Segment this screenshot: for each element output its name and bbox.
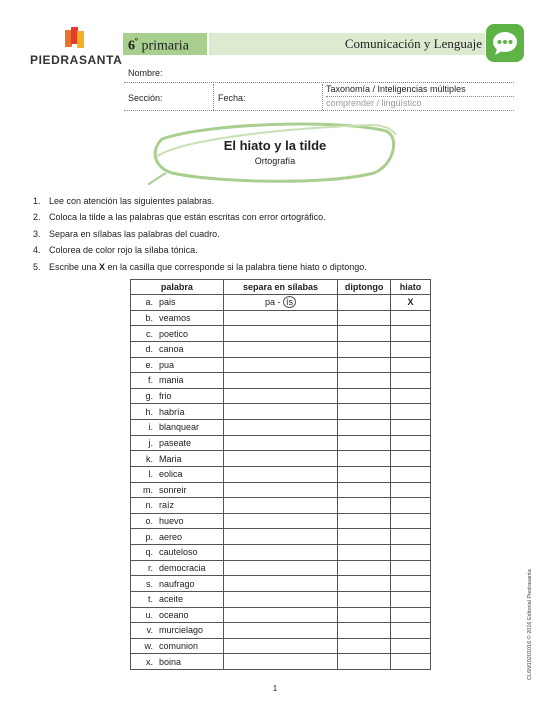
section-label: Sección: [128,93,163,103]
word-text: eolica [159,469,183,480]
diptongo-cell[interactable] [338,560,391,576]
word-text: murcielago [159,625,204,636]
chat-bubble-icon [486,24,524,62]
hiato-table [130,279,431,670]
column-header-hiato: hiato [391,280,431,295]
syllables-cell[interactable] [223,404,337,420]
syllables-cell[interactable] [223,591,337,607]
word-text: cauteloso [159,547,198,558]
word-cell [131,545,224,561]
word-cell [131,560,224,576]
example-syllable: pa - [264,297,281,308]
hiato-cell[interactable] [391,388,431,404]
word-text: naufrago [159,578,195,589]
hiato-cell[interactable] [391,591,431,607]
date-label: Fecha: [218,93,246,103]
word-text: habría [159,406,185,417]
piedrasanta-logo-icon [63,27,87,49]
table-row [131,341,431,357]
row-letter: e. [145,359,153,370]
diptongo-cell[interactable] [338,435,391,451]
word-cell [131,326,224,342]
word-cell [131,607,224,623]
word-cell [131,638,224,654]
hiato-cell[interactable] [391,295,431,311]
example-tonic-syllable: ís [283,296,296,308]
instruction-item: 3. Separa en sílabas las palabras del cuadro. [33,229,220,239]
word-text: comunion [159,641,199,652]
subject-title: Comunicación y Lenguaje [344,36,482,51]
word-cell [131,451,224,467]
table-row [131,545,431,561]
diptongo-cell[interactable] [338,295,391,311]
word-text: oceano [159,609,189,620]
row-letter: v. [146,625,153,636]
publisher-logo-text: PIEDRASANTA [30,53,123,67]
syllables-cell[interactable] [223,654,337,670]
word-text: pais [159,297,176,308]
row-letter: o. [145,516,153,527]
word-text: paseate [159,437,192,448]
row-letter: n. [145,500,153,511]
hiato-cell[interactable] [391,545,431,561]
copyright-code: CL6M10201016 © 2016 Editorial Piedrasanta [527,569,533,680]
table-row [131,560,431,576]
hiato-cell[interactable] [391,451,431,467]
table-row [131,607,431,623]
instruction-item: 4. Colorea de color rojo la sílaba tónica. [33,245,198,255]
table-row [131,388,431,404]
row-letter: c. [145,328,153,339]
title-banner-swoosh [148,121,398,185]
row-letter: w. [144,641,153,652]
table-row [131,435,431,451]
diptongo-cell[interactable] [338,310,391,326]
syllables-cell[interactable] [223,529,337,545]
diptongo-cell[interactable] [338,513,391,529]
taxonomy-value: comprender / lingüístico [326,98,422,108]
diptongo-cell[interactable] [338,623,391,639]
word-text: blanquear [159,422,200,433]
instruction-item: 1. Lee con atención las siguientes palabras. [33,196,215,206]
row-letter: p. [145,531,153,542]
row-letter: m. [143,484,153,495]
table-row [131,638,431,654]
row-letter: t. [147,594,153,605]
diptongo-cell[interactable] [338,420,391,436]
name-label: Nombre: [128,68,163,78]
syllables-cell[interactable] [223,373,337,389]
field-separator [322,84,323,110]
row-letter: d. [145,344,153,355]
row-letter: x. [145,656,153,667]
table-row [131,310,431,326]
word-cell [131,529,224,545]
diptongo-cell[interactable] [338,576,391,592]
word-text: aceite [159,594,184,605]
hiato-cell[interactable] [391,498,431,514]
diptongo-cell[interactable] [338,326,391,342]
table-row [131,591,431,607]
word-cell [131,576,224,592]
table-row [131,623,431,639]
syllables-cell[interactable] [223,451,337,467]
hiato-cell[interactable] [391,466,431,482]
table-header-row [131,280,431,295]
word-cell [131,591,224,607]
word-cell [131,357,224,373]
table-row [131,451,431,467]
word-cell [131,498,224,514]
row-letter: q. [145,547,153,558]
table-row [131,482,431,498]
table-row [131,326,431,342]
hiato-cell[interactable] [391,373,431,389]
table-row [131,513,431,529]
hiato-cell[interactable] [391,529,431,545]
field-separator [213,84,214,110]
row-letter: f. [147,375,153,386]
table-row [131,529,431,545]
word-cell [131,466,224,482]
syllables-cell[interactable] [223,607,337,623]
hiato-cell[interactable] [391,420,431,436]
column-header-syllables: separa en sílabas [223,280,337,295]
table-row [131,295,431,311]
hiato-cell[interactable] [391,310,431,326]
page-number: 1 [272,684,278,693]
row-letter: h. [145,406,153,417]
worksheet-subtitle: Ortografía [254,156,296,166]
word-text: boina [159,656,182,667]
table-row [131,373,431,389]
row-letter: a. [145,297,153,308]
table-row [131,654,431,670]
row-letter: g. [145,391,153,402]
hiato-cell[interactable] [391,607,431,623]
word-text: Maria [159,453,182,464]
word-cell [131,623,224,639]
row-letter: i. [148,422,153,433]
diptongo-cell[interactable] [338,451,391,467]
diptongo-cell[interactable] [338,545,391,561]
word-cell [131,435,224,451]
hiato-cell[interactable] [391,435,431,451]
instruction-item: 5. Escribe una X en la casilla que corresponde si la palabra tiene hiato o diptongo. [33,262,367,272]
worksheet-title: El hiato y la tilde [223,138,327,153]
diptongo-cell[interactable] [338,591,391,607]
word-text: aereo [159,531,183,542]
word-text: democracia [159,562,206,573]
syllables-cell[interactable] [223,435,337,451]
word-cell [131,482,224,498]
word-text: raíz [159,500,175,511]
diptongo-cell[interactable] [338,373,391,389]
hiato-cell[interactable] [391,341,431,357]
hiato-cell[interactable] [391,357,431,373]
column-header-diptongo: diptongo [338,280,391,295]
taxonomy-line [326,96,514,97]
word-text: huevo [159,516,184,527]
taxonomy-label: Taxonomía / Inteligencias múltiples [326,84,466,94]
syllables-cell[interactable] [223,513,337,529]
word-text: canoa [159,344,184,355]
grade-label: $6^º$ primaria [128,36,189,54]
word-cell [131,513,224,529]
diptongo-cell[interactable] [338,341,391,357]
word-text: poetico [159,328,189,339]
hiato-cell[interactable] [391,326,431,342]
row-letter: j. [148,437,153,448]
row-letter: u. [145,609,153,620]
hiato-cell[interactable] [391,623,431,639]
diptongo-cell[interactable] [338,638,391,654]
syllables-cell[interactable] [223,420,337,436]
word-text: veamos [159,312,191,323]
column-header-word: palabra [131,280,224,295]
row-letter: k. [145,453,153,464]
syllables-cell[interactable] [223,545,337,561]
word-cell [131,420,224,436]
diptongo-cell[interactable] [338,482,391,498]
word-cell [131,404,224,420]
word-cell [131,373,224,389]
table-row [131,498,431,514]
word-cell [131,388,224,404]
syllables-cell[interactable] [223,310,337,326]
syllables-cell[interactable] [223,295,337,311]
syllables-cell[interactable] [223,576,337,592]
syllables-cell[interactable] [223,482,337,498]
hiato-cell[interactable] [391,654,431,670]
syllables-cell[interactable] [223,623,337,639]
diptongo-cell[interactable] [338,529,391,545]
word-text: pua [159,359,175,370]
diptongo-cell[interactable] [338,466,391,482]
table-row [131,420,431,436]
hiato-cell[interactable] [391,560,431,576]
table-row [131,357,431,373]
word-text: sonreir [159,484,187,495]
syllables-cell[interactable] [223,388,337,404]
hiato-cell[interactable] [391,482,431,498]
section-line [124,110,514,111]
hiato-cell[interactable] [391,638,431,654]
table-row [131,404,431,420]
diptongo-cell[interactable] [338,498,391,514]
hiato-cell[interactable] [391,576,431,592]
table-row [131,466,431,482]
word-cell [131,341,224,357]
name-line [124,82,514,83]
diptongo-cell[interactable] [338,388,391,404]
diptongo-cell[interactable] [338,607,391,623]
syllables-cell[interactable] [223,466,337,482]
diptongo-cell[interactable] [338,404,391,420]
syllables-cell[interactable] [223,357,337,373]
row-letter: r. [147,562,153,573]
word-cell [131,295,224,311]
example-hiato-mark: X [407,297,414,308]
hiato-cell[interactable] [391,404,431,420]
syllables-cell[interactable] [223,560,337,576]
diptongo-cell[interactable] [338,654,391,670]
syllables-cell[interactable] [223,498,337,514]
word-text: mania [159,375,184,386]
syllables-cell[interactable] [223,341,337,357]
word-cell [131,654,224,670]
row-letter: b. [145,312,153,323]
diptongo-cell[interactable] [338,357,391,373]
hiato-cell[interactable] [391,513,431,529]
instruction-item: 2. Coloca la tilde a las palabras que están escritas con error ortográfico. [33,212,326,222]
row-letter: l. [148,469,153,480]
syllables-cell[interactable] [223,638,337,654]
word-cell [131,310,224,326]
syllables-cell[interactable] [223,326,337,342]
table-row [131,576,431,592]
row-letter: s. [145,578,153,589]
word-text: frio [159,391,172,402]
